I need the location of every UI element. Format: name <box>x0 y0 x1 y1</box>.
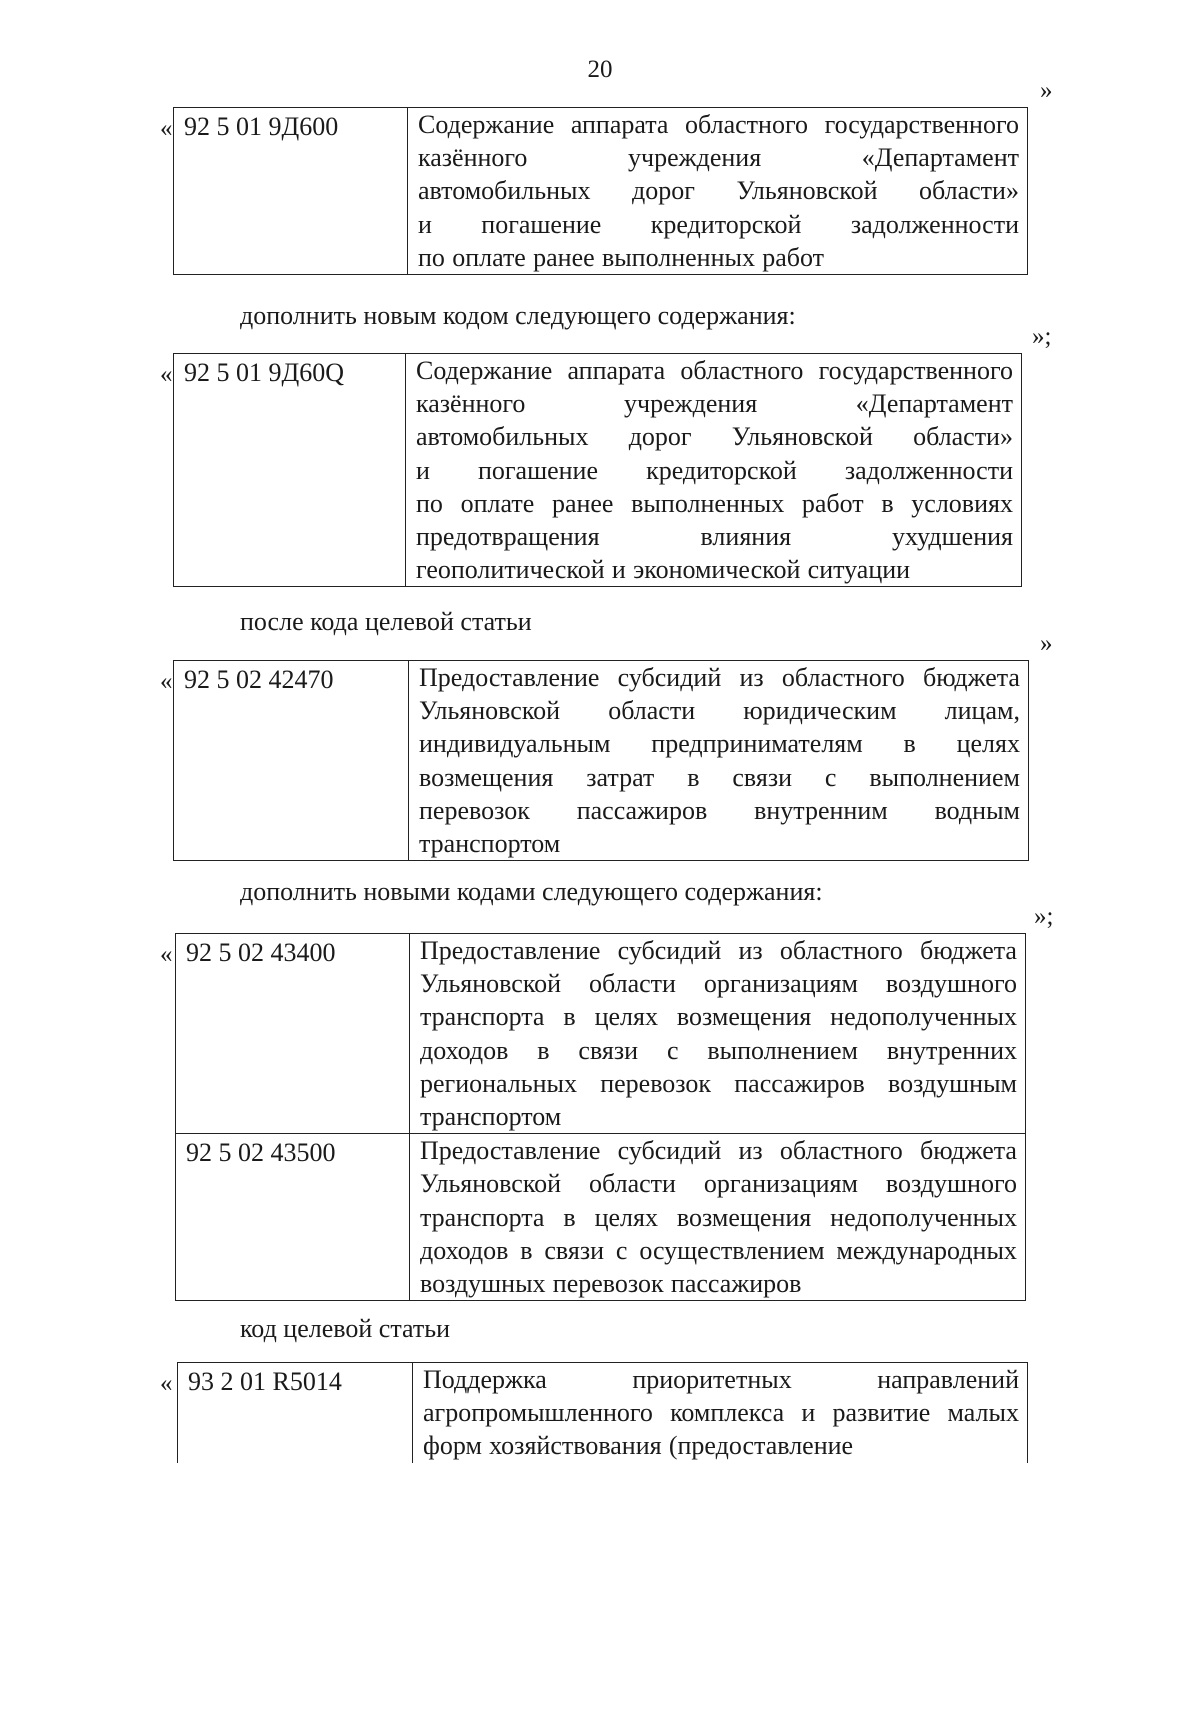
code-table <box>173 353 1022 587</box>
description-line: транспортом <box>419 828 561 858</box>
target-article-code: 92 5 02 43500 <box>176 1134 410 1301</box>
description-line: Предоставление субсидий из областного бюджета <box>419 663 1020 692</box>
intro-text: дополнить новым кодом следующего содержания: <box>240 301 796 330</box>
description-line: по оплате ранее выполненных работ в условиях <box>416 488 1013 518</box>
close-quote: »; <box>1032 323 1052 350</box>
description-line: возмещения затрат в связи с выполнением <box>419 762 1020 792</box>
description-line: Ульяновской области организациям воздушного <box>420 1169 1017 1199</box>
close-quote: »; <box>1034 903 1054 930</box>
table-row <box>174 354 1022 587</box>
intro-text: дополнить новыми кодами следующего содержания: <box>240 877 823 906</box>
code-table <box>173 660 1029 861</box>
description-line: агропромышленного комплекса и развитие малых <box>423 1398 1019 1428</box>
target-article-code: 92 5 02 43400 <box>176 934 410 1134</box>
open-quote: « <box>160 668 173 695</box>
description-line: Содержание аппарата областного государственного <box>416 356 1013 385</box>
table-row <box>176 934 1026 1134</box>
description-line: доходов в связи с выполнением внутренних <box>420 1035 1017 1065</box>
description-line: доходов в связи с осуществлением международных <box>420 1235 1017 1265</box>
description-line: казённого учреждения «Департамент <box>416 389 1013 419</box>
description-line: Предоставление субсидий из областного бюджета <box>420 936 1017 965</box>
description-line: и погашение кредиторской задолженности <box>418 209 1019 239</box>
target-article-code: 92 5 02 42470 <box>174 661 409 861</box>
description-line: транспорта в целях возмещения недополученных <box>420 1002 1017 1032</box>
description-line: Поддержка приоритетных направлений <box>423 1365 1019 1394</box>
description-line: по оплате ранее выполненных работ <box>418 242 825 272</box>
target-article-description <box>408 108 1028 275</box>
open-quote: « <box>160 941 173 968</box>
target-article-description <box>410 934 1026 1134</box>
target-article-description <box>413 1363 1028 1463</box>
table-row <box>174 108 1028 275</box>
description-line: Ульяновской области юридическим лицам, <box>419 696 1020 726</box>
code-table <box>177 1362 1028 1463</box>
description-line: транспортом <box>420 1101 562 1131</box>
target-article-description <box>410 1134 1026 1301</box>
intro-text: код целевой статьи <box>240 1314 450 1343</box>
code-table <box>175 933 1026 1301</box>
intro-text: после кода целевой статьи <box>240 607 532 636</box>
description-line: транспорта в целях возмещения недополученных <box>420 1202 1017 1232</box>
description-line: индивидуальным предпринимателям в целях <box>419 729 1020 759</box>
table-row <box>174 661 1029 861</box>
description-line: автомобильных дорог Ульяновской области» <box>418 176 1019 206</box>
close-quote: » <box>1040 77 1053 104</box>
target-article-code: 93 2 01 R5014 <box>178 1363 413 1463</box>
description-line: Предоставление субсидий из областного бюджета <box>420 1136 1017 1166</box>
target-article-code: 92 5 01 9Д60Q <box>174 354 406 587</box>
description-line: Содержание аппарата областного государственного <box>418 110 1019 139</box>
description-line: предотвращения влияния ухудшения <box>416 521 1013 551</box>
table-row <box>178 1363 1028 1463</box>
description-line: Ульяновской области организациям воздушного <box>420 969 1017 999</box>
target-article-description <box>409 661 1029 861</box>
target-article-code: 92 5 01 9Д600 <box>174 108 408 275</box>
table-row <box>176 1134 1026 1301</box>
target-article-description <box>406 354 1022 587</box>
description-line: казённого учреждения «Департамент <box>418 143 1019 173</box>
description-line: воздушных перевозок пассажиров <box>420 1268 802 1298</box>
description-line: региональных перевозок пассажиров воздушным <box>420 1068 1017 1098</box>
open-quote: « <box>160 115 173 142</box>
description-line: и погашение кредиторской задолженности <box>416 455 1013 485</box>
description-line: автомобильных дорог Ульяновской области» <box>416 422 1013 452</box>
close-quote: » <box>1040 630 1053 657</box>
open-quote: « <box>160 1370 173 1397</box>
code-table <box>173 107 1028 275</box>
description-line: геополитической и экономической ситуации <box>416 555 911 585</box>
description-line: перевозок пассажиров внутренним водным <box>419 795 1020 825</box>
page-number: 20 <box>587 56 613 83</box>
open-quote: « <box>160 361 173 388</box>
description-line: форм хозяйствования (предоставление <box>423 1431 854 1461</box>
